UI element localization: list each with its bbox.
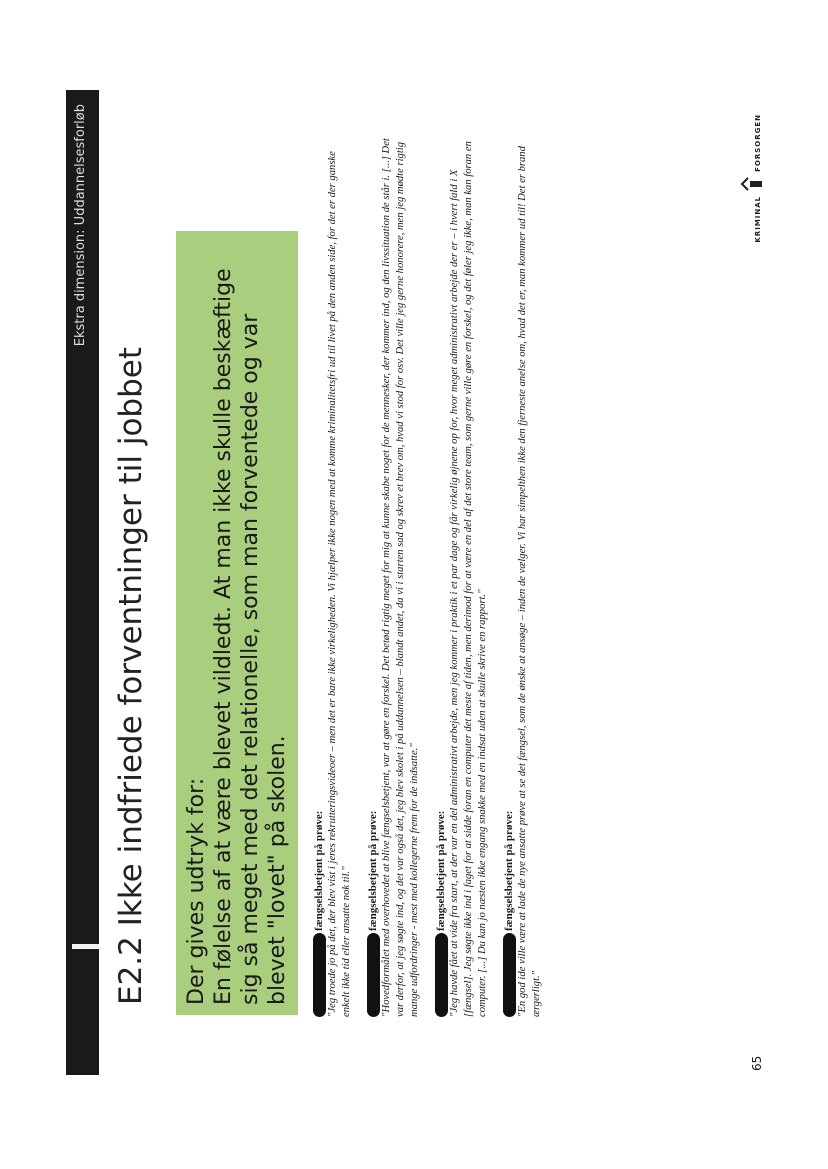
highlight-text: En følelse af at være blevet vildledt. At man ikke skulle beskæftige sig så meget med det relationelle, som man forventede og var blevet "lovet" på skolen.	[211, 268, 290, 1005]
page-number: 65	[750, 1055, 764, 1071]
quote-item	[366, 137, 422, 1017]
quote-item	[434, 137, 490, 1017]
quote-speaker	[434, 137, 448, 1017]
redaction-bar	[367, 933, 380, 1017]
quote-speaker-label: fængselsbetjent på prøve:	[435, 810, 447, 931]
quote-speaker-label: fængselsbetjent på prøve:	[367, 810, 379, 931]
quote-text: "Jeg havde fået at vide fra start, at der var en del administrativt arbejde, men jeg kommer i praktik i et par dage og får virkelig øjnene op for, hvor meget administrativt arbejde der er – i hvert fald i X [fængsel]. Jeg søgte ikke ind i faget for at sidde foran en computer det meste af tiden, men derimod for at være en del af det store team, som gerne ville gøre en forskel, og det føler jeg ikke, man kan foran en computer. [...] Du kan jo næsten ikke engang snakke med en indsat uden at skulle skrive en rapport."	[449, 141, 488, 1017]
quote-text: "En god ide ville være at lade de nye ansatte prøve at se det fængsel, som de ønske at ansøge – inden de vælger. Vi har simpelthen ikke den fjerneste anelse om, hvad det er, man kommer ud til! Det er brand ærgerligt."	[517, 146, 542, 1017]
logo-text-right: FORSORGEN	[754, 114, 762, 172]
top-bar	[66, 90, 99, 1075]
quote-speaker	[366, 137, 380, 1017]
redaction-bar	[435, 933, 448, 1017]
slide	[66, 90, 770, 1075]
quote-item	[312, 137, 354, 1017]
redaction-bar	[503, 933, 516, 1017]
highlight-box	[176, 231, 298, 1015]
quote-speaker	[312, 137, 326, 1017]
section-label: Ekstra dimension: Uddannelsesforløb	[73, 104, 88, 347]
quote-text: "Hovedformålet med overhovedet at blive fængselsbetjent, var at gøre en forskel. Det betød rigtig meget for mig at kunne skabe noget for de mennesker, der kommer ind, og den livssituation de står i. [...] Det var derfor, at jeg søgte ind, og det var også det, jeg blev skolet i på uddannelsen – blandt andet, da vi i starten sad og skrev et brev om, hvad vi stod for osv. Det ville jeg gerne honorere, men jeg mødte rigtig mange udfordringer - mest med kollegerne frem for de indsatte."	[381, 138, 420, 1017]
quote-text: "Jeg troede jo på det, der blev vist i jeres rekrutteringsvideoer – men det er bare ikke virkeligheden. Vi hjælper ikke nogen med at komme kriminalitetsfri ud til livet på den anden side, for det er der ganske enkelt ikke tid eller ansatte nok til."	[327, 151, 352, 1017]
kriminalforsorgen-logo	[740, 114, 762, 243]
quote-speaker	[502, 137, 516, 1017]
top-bar-marker	[72, 944, 99, 949]
logo-text-left: KRIMINAL	[754, 195, 762, 243]
quote-speaker-label: fængselsbetjent på prøve:	[313, 810, 325, 931]
slide-title: E2.2 Ikke indfriede forventninger til jobbet	[113, 347, 149, 1005]
redaction-bar	[313, 933, 326, 1017]
quote-item	[502, 137, 544, 1017]
quote-list	[312, 137, 556, 1017]
highlight-intro: Der gives udtryk for:	[184, 777, 209, 1005]
logo-figure-icon	[740, 175, 762, 193]
quote-speaker-label: fængselsbetjent på prøve:	[503, 810, 515, 931]
